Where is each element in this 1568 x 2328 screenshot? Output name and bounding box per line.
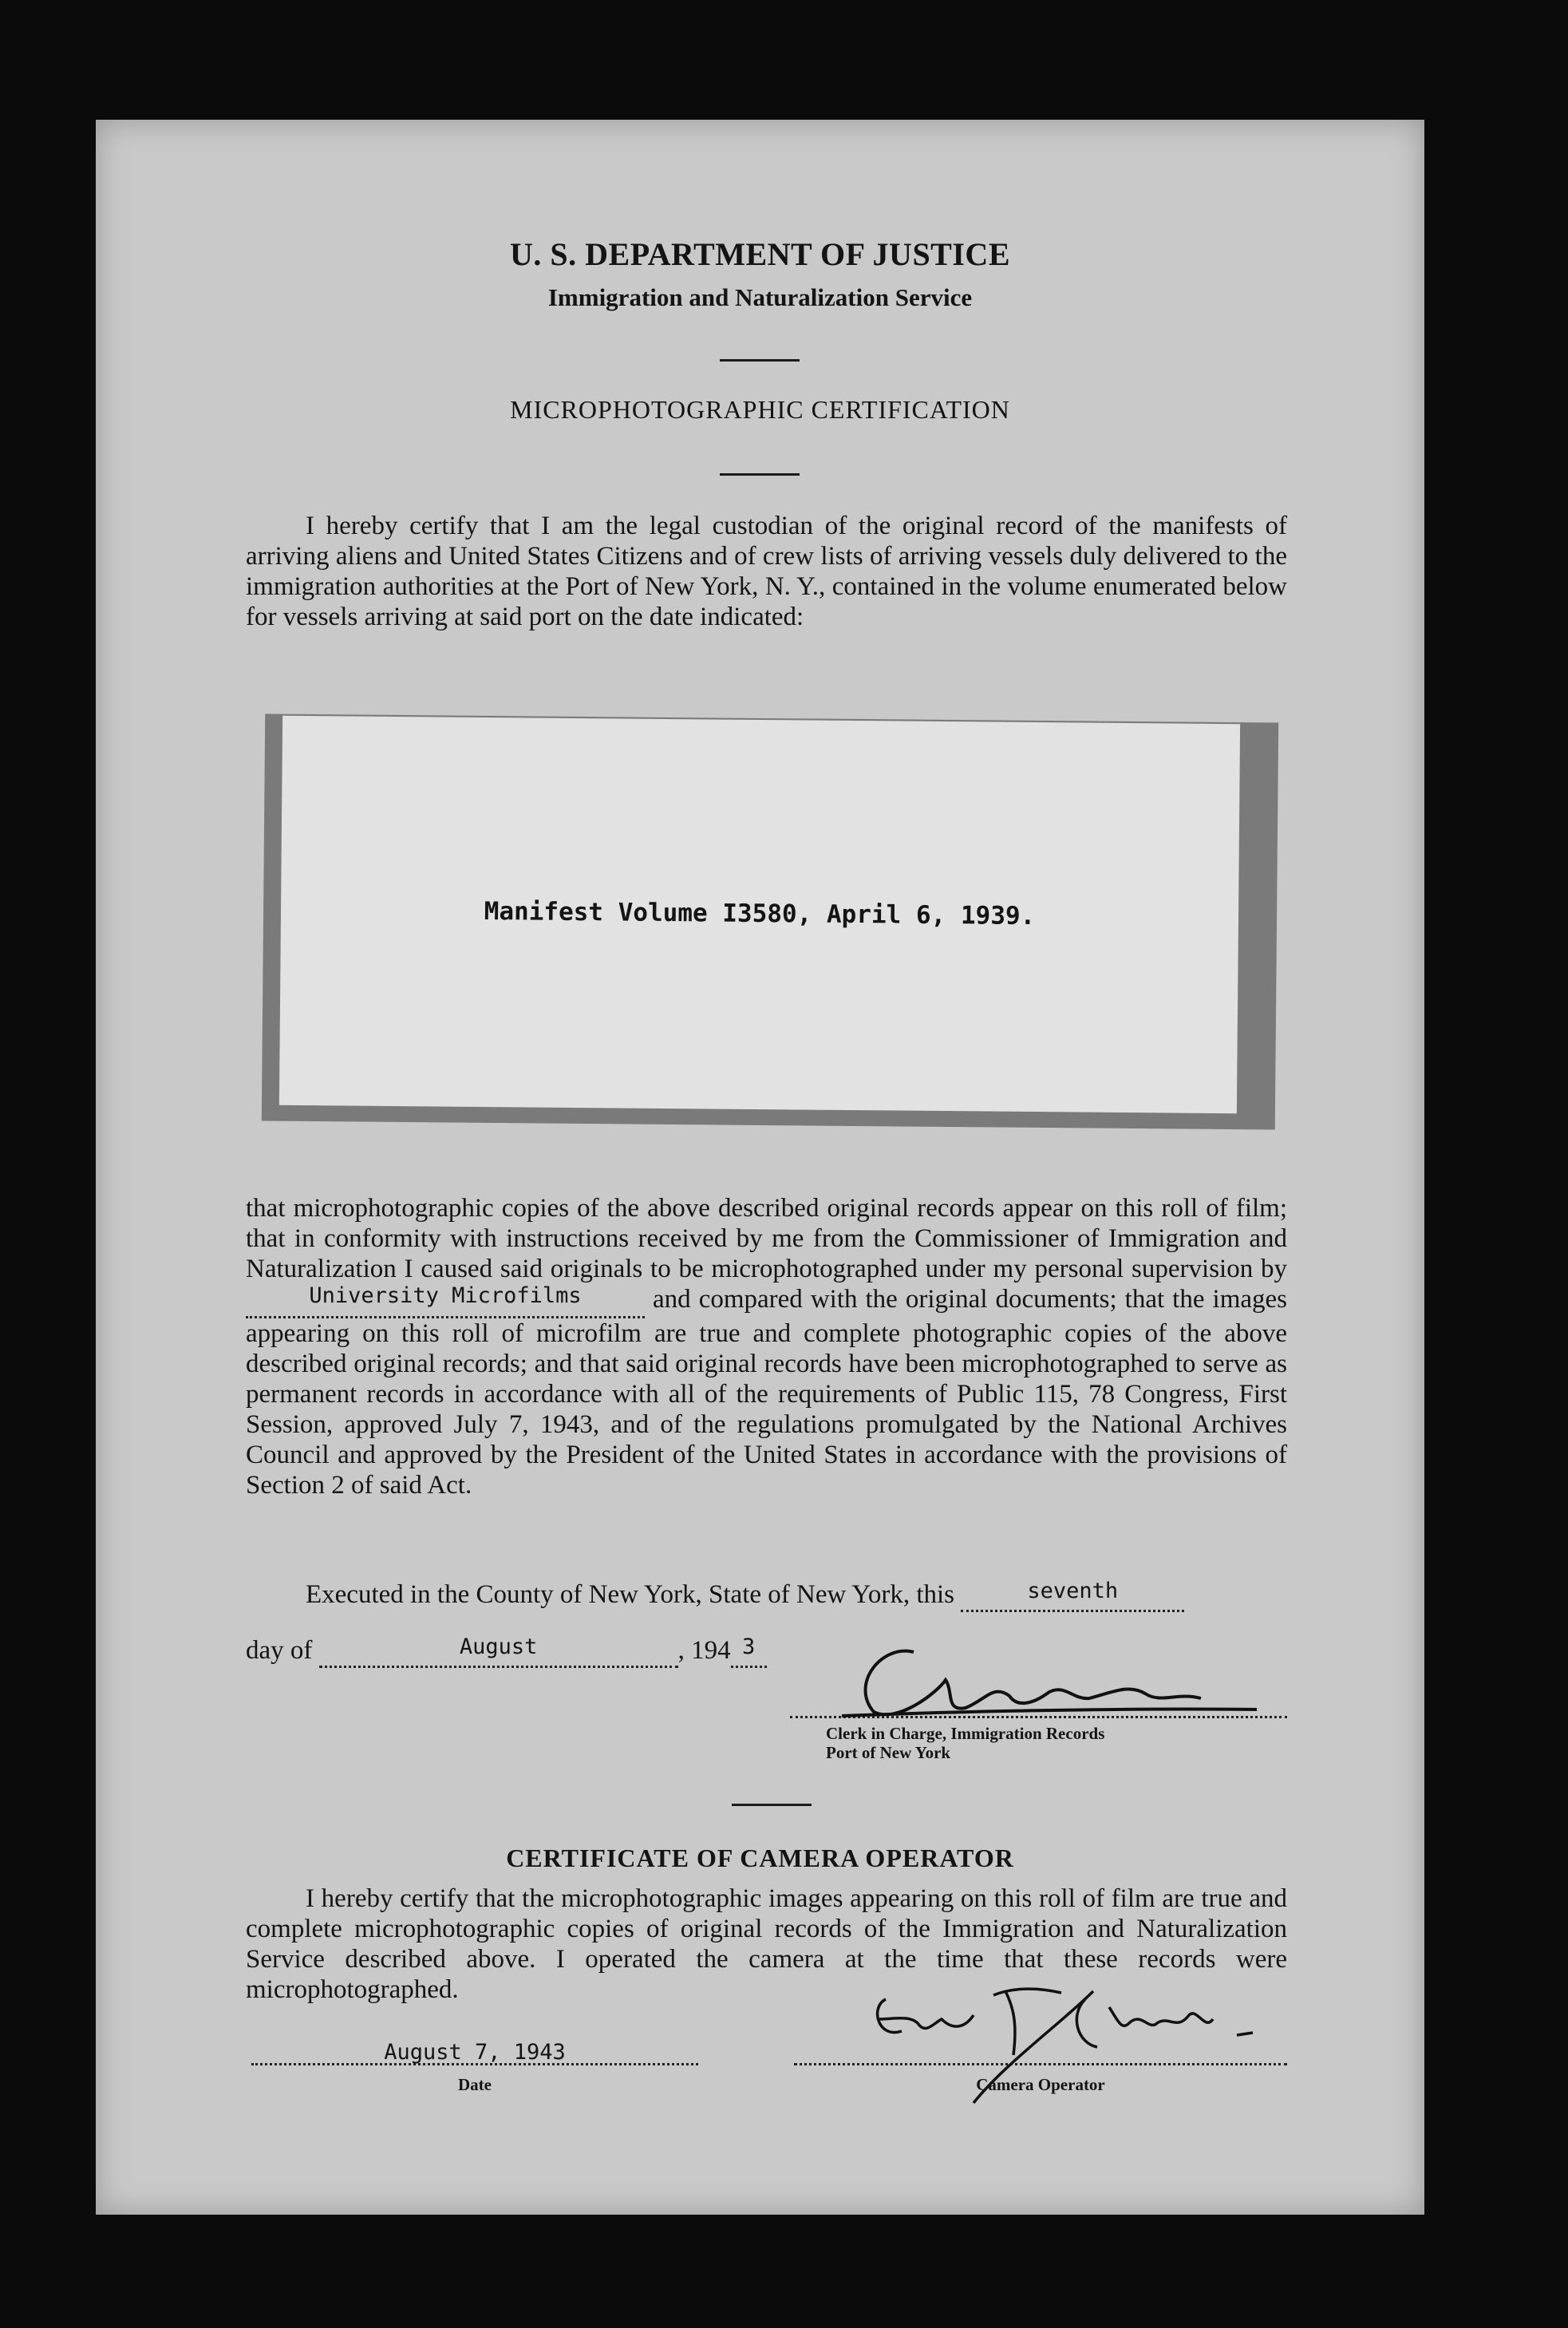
body-paragraph <box>246 1193 1287 1500</box>
year-prefix: , 194 <box>677 1636 731 1665</box>
service-subheading: Immigration and Naturalization Service <box>547 283 973 311</box>
camera-text: I hereby certify that the microphotographic images appearing on this roll of film are true and complete microphotographic copies of original records of the Immigration and Naturalization Service described above. I operated the camera at the time that these records were microphotographed. <box>246 1884 1287 2004</box>
clerk-title <box>826 1724 1104 1762</box>
volume-slip <box>279 716 1240 1113</box>
month-value: August <box>459 1634 538 1659</box>
month-field <box>319 1636 678 1668</box>
supervisor-field <box>246 1284 645 1318</box>
execution-line <box>306 1580 1287 1612</box>
intro-text: I hereby certify that I am the legal custodian of the original record of the manifests of arriving aliens and United States Citizens and of crew lists of arriving vessels duly delivered to the immigration authorities at the Port of New York, N. Y., contained in the volume enumerated below for vessels arriving at said port on the date indicated: <box>246 512 1287 631</box>
clerk-signature <box>826 1636 1273 1732</box>
certificate-sheet <box>96 120 1424 2215</box>
day-value: seventh <box>1027 1579 1119 1603</box>
manifest-volume-text: Manifest Volume I3580, April 6, 1939. <box>484 896 1036 931</box>
clerk-title-line: Clerk in Charge, Immigration Records <box>826 1724 1105 1743</box>
day-field <box>961 1580 1184 1612</box>
divider-rule <box>720 473 800 476</box>
camera-date-value: August 7, 1943 <box>384 2040 566 2065</box>
divider-rule <box>720 359 800 362</box>
department-heading: U. S. DEPARTMENT OF JUSTICE <box>510 236 1010 272</box>
body-text-part1: that microphotographic copies of the above described original records appear on this roll of film; that in conformity with instructions received by me from the Commissioner of Immigration and Naturalization I caused said originals to be microphotographed under my personal supervision by <box>246 1194 1287 1283</box>
day-of-label: day of <box>246 1636 313 1665</box>
year-value: 3 <box>742 1634 756 1659</box>
date-line <box>246 1636 767 1668</box>
year-field <box>731 1636 767 1668</box>
body-text-part2: and compared with the original documents; that the images appearing on this roll of microfilm are true and complete photographic copies of the above described original records; and that said original records have been microphotographed to serve as permanent records in accordance with all of the requirements of Public 115, 78 Congress, First Session, approved July 7, 1943, and of the regulations promulgated by the National Archives Council and approved by the President of the United States in accordance with the provisions of Section 2 of said Act. <box>246 1285 1287 1500</box>
camera-certificate-title: CERTIFICATE OF CAMERA OPERATOR <box>506 1844 1014 1872</box>
supervisor-value: University Microfilms <box>309 1283 582 1308</box>
certification-title: MICROPHOTOGRAPHIC CERTIFICATION <box>510 395 1010 424</box>
intro-paragraph <box>246 511 1287 632</box>
execution-prefix: Executed in the County of New York, State of New York, this <box>306 1580 955 1609</box>
date-label: Date <box>458 2075 492 2094</box>
clerk-location-line: Port of New York <box>826 1743 951 1762</box>
divider-rule <box>732 1804 812 1806</box>
operator-label: Camera Operator <box>976 2075 1105 2094</box>
